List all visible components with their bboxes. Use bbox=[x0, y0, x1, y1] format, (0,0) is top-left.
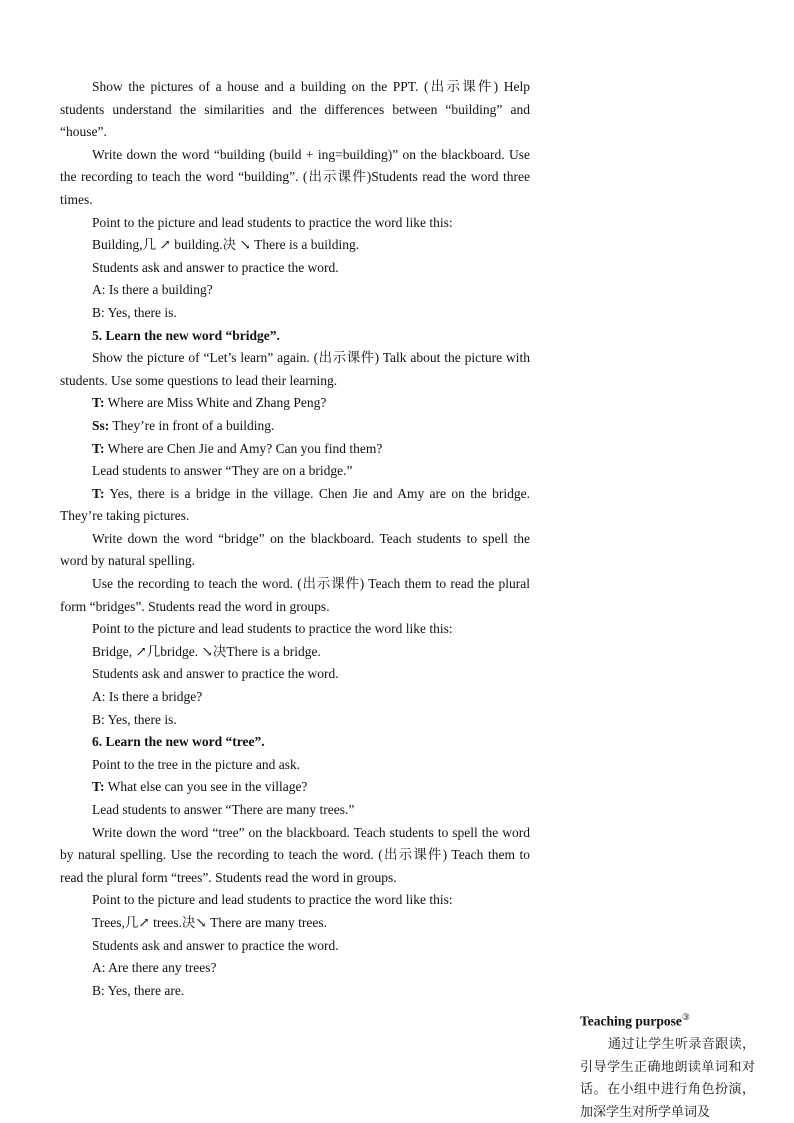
dialogue-line bbox=[60, 483, 530, 528]
dialogue-line bbox=[60, 438, 530, 461]
paragraph: Students ask and answer to practice the word. bbox=[92, 666, 339, 682]
dialogue-line: B: Yes, there are. bbox=[92, 982, 185, 998]
dialogue-line: A: Are there any trees? bbox=[92, 960, 217, 976]
paragraph: Point to the tree in the picture and ask. bbox=[92, 756, 301, 772]
dialogue-text: Where are Chen Jie and Amy? Can you find them? bbox=[104, 440, 383, 456]
teaching-purpose-note bbox=[580, 1006, 755, 1123]
paragraph: Point to the picture and lead students to practice the word like this: bbox=[92, 892, 453, 908]
drill-line: Bridge, ↗几bridge. ↘决There is a bridge. bbox=[92, 643, 321, 659]
dialogue-line bbox=[60, 776, 530, 799]
speaker-label: T: bbox=[92, 779, 105, 795]
paragraph: Write down the word “tree” on the blackboard. Teach students to spell the word by natural spelling. Use the recording to teach the word. (出示课件) Teach them to read the plural form “trees”. Students read the word in groups. bbox=[60, 824, 530, 885]
dialogue-line: A: Is there a bridge? bbox=[92, 689, 203, 705]
dialogue-line: B: Yes, there is. bbox=[92, 711, 177, 727]
speaker-label: Ss: bbox=[92, 417, 110, 433]
note-title: Teaching purpose③ bbox=[580, 1012, 690, 1029]
paragraph: Lead students to answer “They are on a bridge.” bbox=[92, 463, 353, 479]
paragraph: Write down the word “building (build + ing=building)” on the blackboard. Use the recording to teach the word “building”. (出示课件)Students read the word three times. bbox=[60, 146, 530, 207]
note-marker: ③ bbox=[681, 1012, 690, 1022]
paragraph: Students ask and answer to practice the word. bbox=[92, 937, 339, 953]
dialogue-text: Yes, there is a bridge in the village. Chen Jie and Amy are on the bridge. They’re taking pictures. bbox=[60, 485, 530, 524]
paragraph: Use the recording to teach the word. (出示课件) Teach them to read the plural form “bridges”. Students read the word in groups. bbox=[60, 576, 530, 614]
paragraph: Point to the picture and lead students to practice the word like this: bbox=[92, 621, 453, 637]
section-heading: 6. Learn the new word “tree”. bbox=[92, 734, 265, 750]
speaker-label: T: bbox=[92, 395, 105, 411]
section-heading: 5. Learn the new word “bridge”. bbox=[92, 327, 280, 343]
dialogue-line: A: Is there a building? bbox=[92, 282, 213, 298]
dialogue-line bbox=[60, 415, 530, 438]
drill-line: Trees,几↗ trees.决↘ There are many trees. bbox=[92, 914, 328, 930]
paragraph: Write down the word “bridge” on the blackboard. Teach students to spell the word by natural spelling. bbox=[60, 530, 530, 569]
paragraph: Show the pictures of a house and a building on the PPT. (出示课件) Help students understand the similarities and the differences between “building” and “house”. bbox=[60, 79, 530, 140]
paragraph: Point to the picture and lead students to practice the word like this: bbox=[92, 214, 453, 230]
lesson-plan-body bbox=[60, 76, 530, 1002]
paragraph: Lead students to answer “There are many trees.” bbox=[92, 802, 355, 817]
dialogue-line: B: Yes, there is. bbox=[92, 304, 177, 320]
paragraph: Students ask and answer to practice the word. bbox=[92, 259, 339, 275]
dialogue-text: Where are Miss White and Zhang Peng? bbox=[104, 395, 327, 411]
paragraph: Show the picture of “Let’s learn” again. (出示课件) Talk about the picture with students. Use some questions to lead their learning. bbox=[60, 350, 530, 388]
speaker-label: T: bbox=[92, 440, 105, 456]
dialogue-text: They’re in front of a building. bbox=[109, 417, 275, 433]
dialogue-line bbox=[60, 392, 530, 415]
drill-line: Building,几 ↗ building.决 ↘ There is a building. bbox=[92, 237, 360, 253]
dialogue-text: What else can you see in the village? bbox=[104, 779, 308, 795]
speaker-label: T: bbox=[92, 485, 105, 501]
note-body: 通过让学生听录音跟读，引导学生正确地朗读单词和对话。在小组中进行角色扮演，加深学生对所学单词及 bbox=[580, 1036, 755, 1119]
